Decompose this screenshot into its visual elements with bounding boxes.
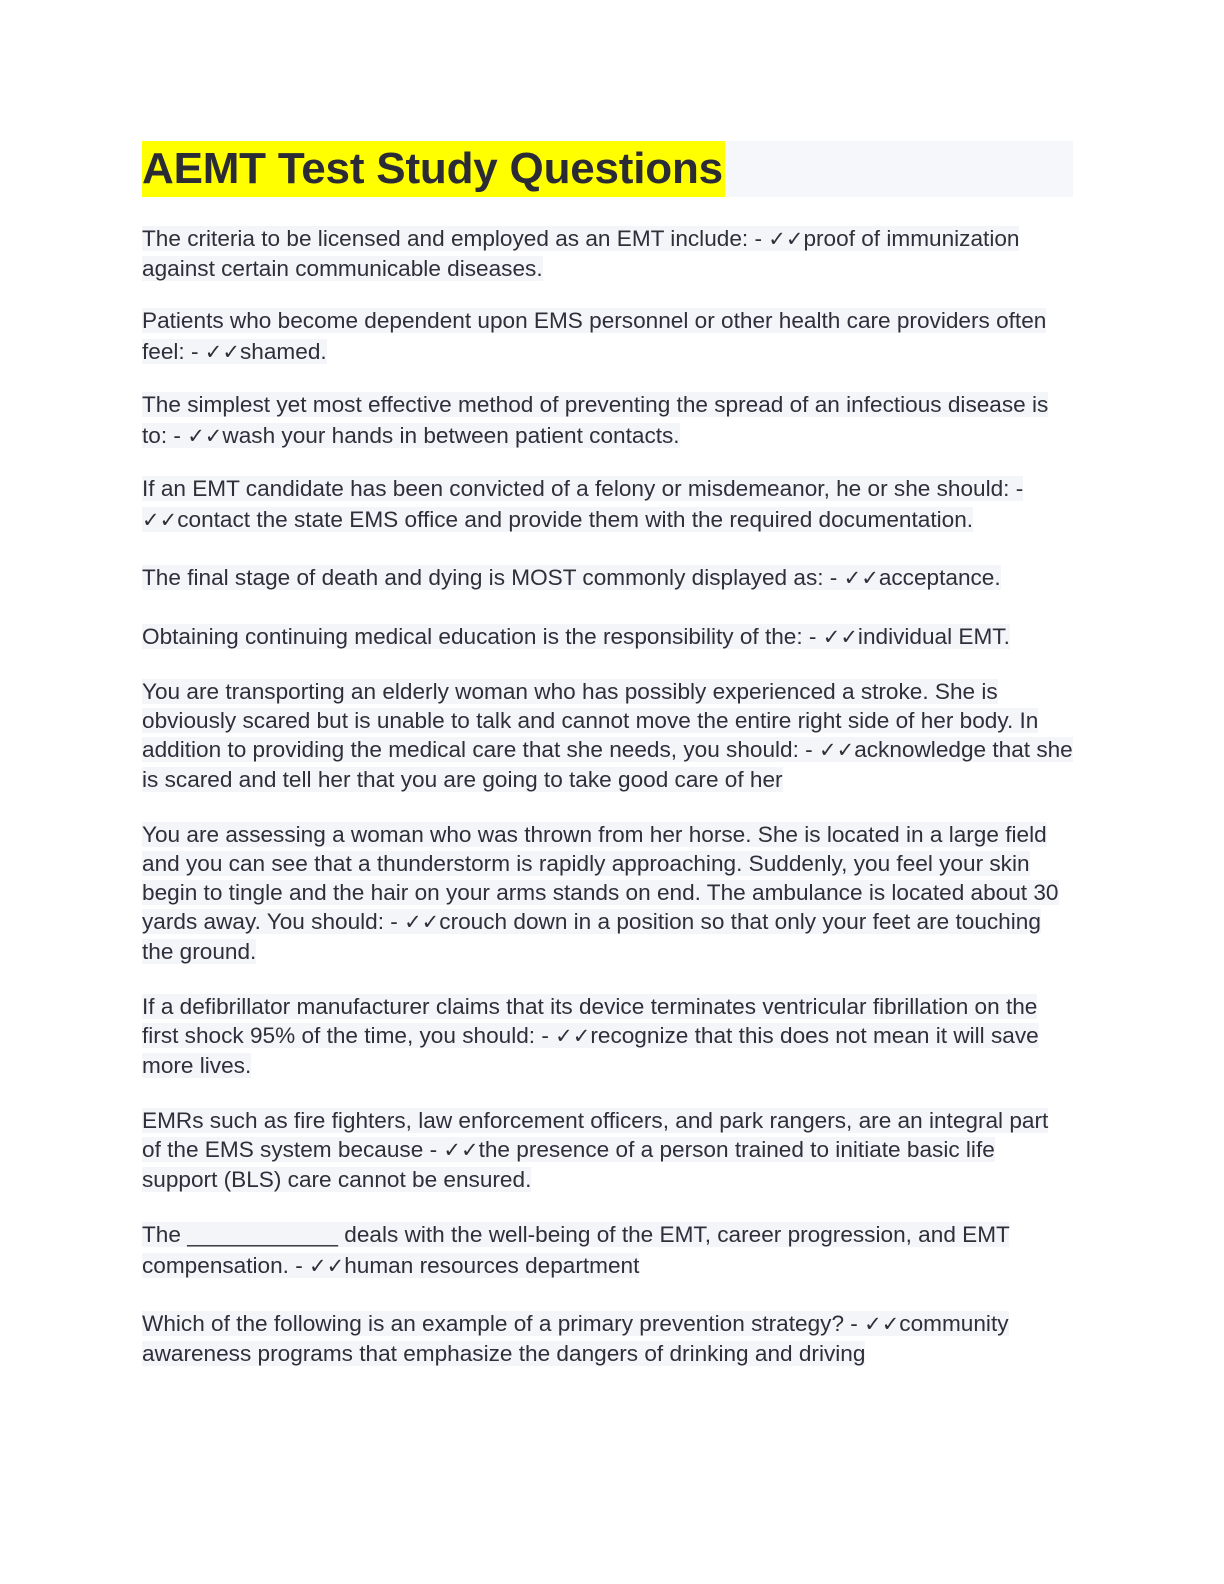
question-text: EMRs such as fire fighters, law enforcement officers, and park rangers, are an integral part of the EMS system because - bbox=[142, 1108, 1049, 1162]
check-icon: ✓✓ bbox=[555, 1024, 591, 1048]
qa-list bbox=[142, 224, 1073, 1368]
question-text: Obtaining continuing medical education is the responsibility of the: - bbox=[142, 623, 823, 649]
check-icon: ✓✓ bbox=[309, 1253, 345, 1278]
check-icon: ✓✓ bbox=[818, 738, 855, 762]
check-icon: ✓✓ bbox=[187, 423, 223, 448]
check-icon: ✓✓ bbox=[822, 624, 858, 649]
qa-item-7 bbox=[142, 677, 1073, 794]
answer-text: community awareness programs that emphasize the dangers of drinking and driving bbox=[142, 1311, 1009, 1366]
question-text: You are assessing a woman who was thrown from her horse. She is located in a large field and you can see that a thunderstorm is rapidly approaching. Suddenly, you feel your skin begin to tingle and the hair on your arms stands on end. The ambulance is located about 30 yards away. You should: - bbox=[142, 822, 1059, 934]
qa-item-5 bbox=[142, 563, 1073, 594]
check-icon: ✓✓ bbox=[768, 227, 804, 251]
question-text: If a defibrillator manufacturer claims that its device terminates ventricular fibrillation on the first shock 95% of the time, you should: - bbox=[142, 994, 1038, 1048]
question-text: Which of the following is an example of a primary prevention strategy? - bbox=[142, 1311, 865, 1336]
answer-text: proof of immunization against certain communicable diseases. bbox=[142, 226, 1020, 281]
question-text: The criteria to be licensed and employed as an EMT include: - bbox=[142, 226, 769, 251]
qa-item-6 bbox=[142, 622, 1073, 653]
check-icon: ✓✓ bbox=[204, 339, 240, 364]
qa-item-3 bbox=[142, 390, 1073, 451]
answer-text: crouch down in a position so that only your feet are touching the ground. bbox=[142, 909, 1041, 964]
title-bar bbox=[142, 141, 1073, 197]
check-icon: ✓✓ bbox=[864, 1312, 900, 1336]
answer-text: contact the state EMS office and provide them with the required documentation. bbox=[177, 506, 974, 532]
answer-text: recognize that this does not mean it will save more lives. bbox=[142, 1023, 1039, 1078]
qa-item-10 bbox=[142, 1106, 1073, 1194]
qa-item-11 bbox=[142, 1220, 1073, 1281]
answer-text: shamed. bbox=[240, 338, 327, 364]
qa-item-4 bbox=[142, 474, 1073, 535]
check-icon: ✓✓ bbox=[443, 1138, 479, 1162]
qa-item-12 bbox=[142, 1309, 1073, 1368]
question-text: You are transporting an elderly woman who has possibly experienced a stroke. She is obviously scared but is unable to talk and cannot move the entire right side of her body. In addition to providing the medical care that she needs, you should: - bbox=[142, 679, 1039, 762]
question-text: The simplest yet most effective method of preventing the spread of an infectious disease is to: - bbox=[142, 392, 1049, 448]
answer-text: individual EMT. bbox=[857, 623, 1010, 649]
answer-text: human resources department bbox=[344, 1252, 640, 1278]
question-text: The final stage of death and dying is MOST commonly displayed as: - bbox=[142, 565, 844, 590]
check-icon: ✓✓ bbox=[843, 566, 879, 590]
answer-text: wash your hands in between patient contacts. bbox=[222, 422, 680, 448]
check-icon: ✓✓ bbox=[404, 910, 440, 934]
question-text: The ____________ deals with the well-being of the EMT, career progression, and EMT compensation. - bbox=[142, 1222, 1010, 1278]
check-icon: ✓✓ bbox=[142, 507, 178, 532]
answer-text: acceptance. bbox=[878, 565, 1001, 590]
document-page bbox=[142, 141, 1073, 1391]
qa-item-9 bbox=[142, 992, 1073, 1080]
answer-text: acknowledge that she is scared and tell her that you are going to take good care of her bbox=[142, 737, 1073, 792]
question-text: Patients who become dependent upon EMS personnel or other health care providers often feel: - bbox=[142, 308, 1047, 364]
page-title: AEMT Test Study Questions bbox=[142, 141, 725, 197]
qa-item-2 bbox=[142, 306, 1073, 367]
answer-text: the presence of a person trained to initiate basic life support (BLS) care cannot be ensured. bbox=[142, 1137, 995, 1192]
question-text: If an EMT candidate has been convicted of a felony or misdemeanor, he or she should: - bbox=[142, 476, 1024, 501]
qa-item-1 bbox=[142, 224, 1073, 283]
qa-item-8 bbox=[142, 820, 1073, 966]
